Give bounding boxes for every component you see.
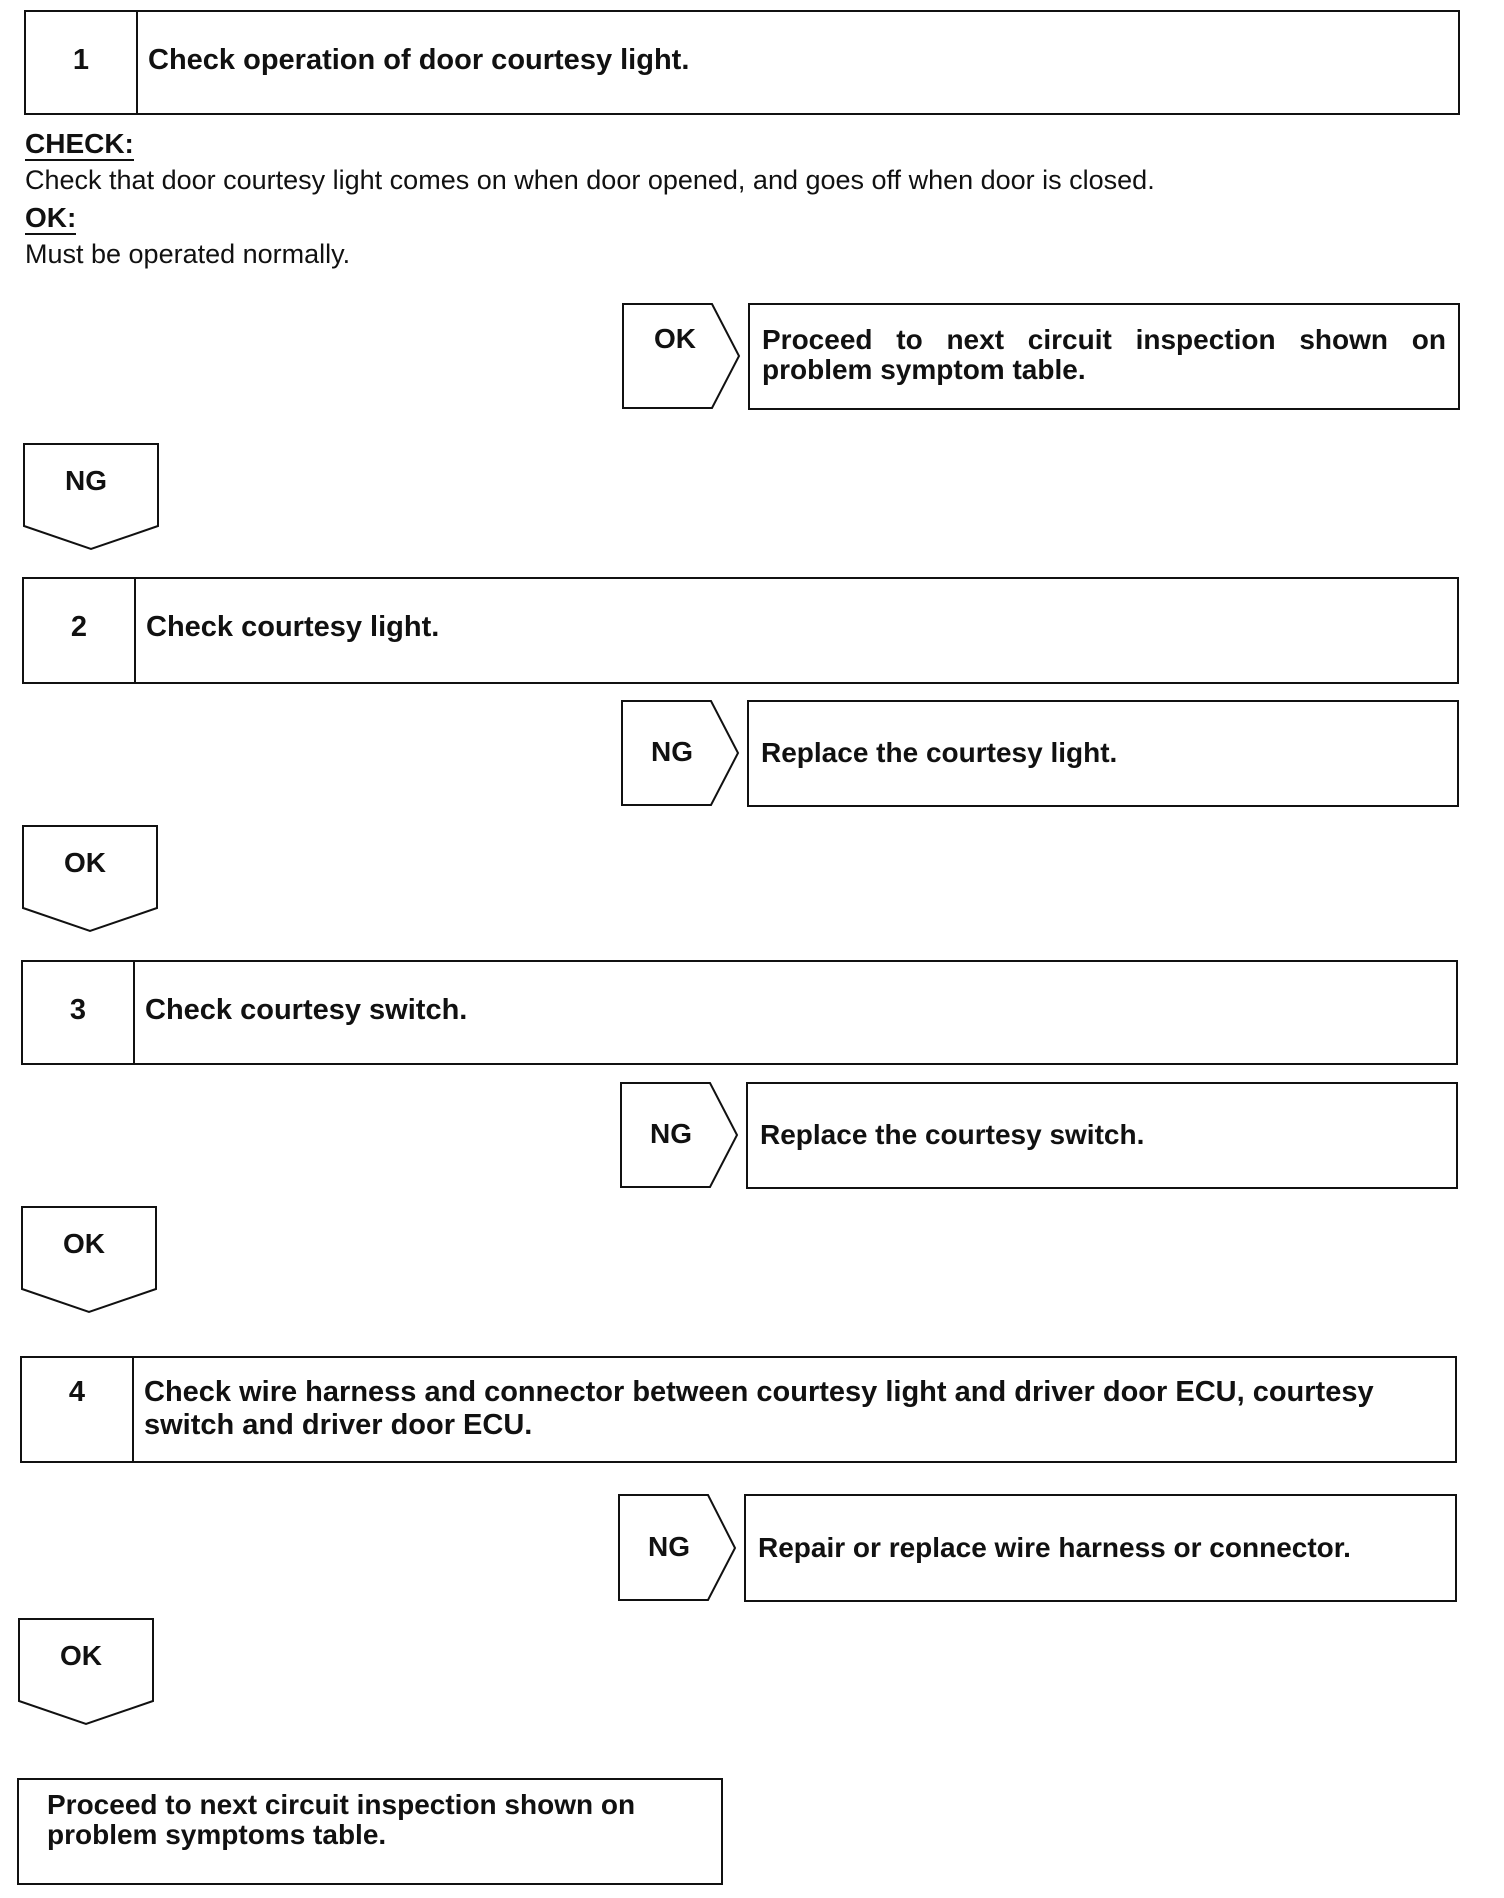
step-title: Check wire harness and connector between courtesy light and driver door ECU, courtesy switch and driver door ECU. <box>144 1376 1374 1441</box>
right-arrow-shape <box>622 303 742 410</box>
step-number: 3 <box>23 962 135 1063</box>
down-arrow-shape <box>22 825 159 933</box>
step-2-box <box>22 577 1459 684</box>
ok-right-arrow <box>622 303 742 410</box>
result-box: Repair or replace wire harness or connector. <box>744 1494 1457 1602</box>
step-number: 4 <box>22 1358 134 1461</box>
step-3-box <box>21 960 1458 1065</box>
ng-down-arrow <box>23 443 160 551</box>
ok-down-arrow <box>22 825 159 933</box>
down-arrow-shape <box>21 1206 158 1314</box>
step-1-box <box>24 10 1460 115</box>
down-arrow-shape <box>18 1618 155 1726</box>
step-title: Check courtesy switch. <box>145 994 468 1026</box>
step-number: 2 <box>24 579 136 682</box>
step-4-box <box>20 1356 1457 1463</box>
arrow-label: NG <box>650 1118 692 1149</box>
arrow-label: OK <box>60 1640 102 1671</box>
ok-down-arrow <box>18 1618 155 1726</box>
ok-down-arrow <box>21 1206 158 1314</box>
arrow-label: OK <box>654 323 696 354</box>
arrow-label: NG <box>651 736 693 767</box>
ok-text: Must be operated normally. <box>25 239 351 269</box>
down-arrow-shape <box>23 443 160 551</box>
arrow-label: OK <box>64 847 106 878</box>
check-text: Check that door courtesy light comes on when door opened, and goes off when door is closed. <box>25 165 1155 195</box>
check-section <box>25 128 1445 270</box>
arrow-label: OK <box>63 1228 105 1259</box>
arrow-label: NG <box>648 1531 690 1562</box>
result-box: Replace the courtesy light. <box>747 700 1459 807</box>
ng-right-arrow <box>618 1494 738 1602</box>
step-number: 1 <box>26 12 138 113</box>
arrow-label: NG <box>65 465 107 496</box>
step-title: Check courtesy light. <box>146 611 440 643</box>
check-label: CHECK: <box>25 128 134 159</box>
ng-right-arrow <box>620 1082 740 1189</box>
result-box: Proceed to next circuit inspection shown on problem symptom table. <box>748 303 1460 410</box>
step-title: Check operation of door courtesy light. <box>148 44 690 76</box>
ng-right-arrow <box>621 700 741 807</box>
result-box: Replace the courtesy switch. <box>746 1082 1458 1189</box>
ok-label: OK: <box>25 202 77 233</box>
final-result-box: Proceed to next circuit inspection shown on problem symptoms table. <box>17 1778 723 1885</box>
